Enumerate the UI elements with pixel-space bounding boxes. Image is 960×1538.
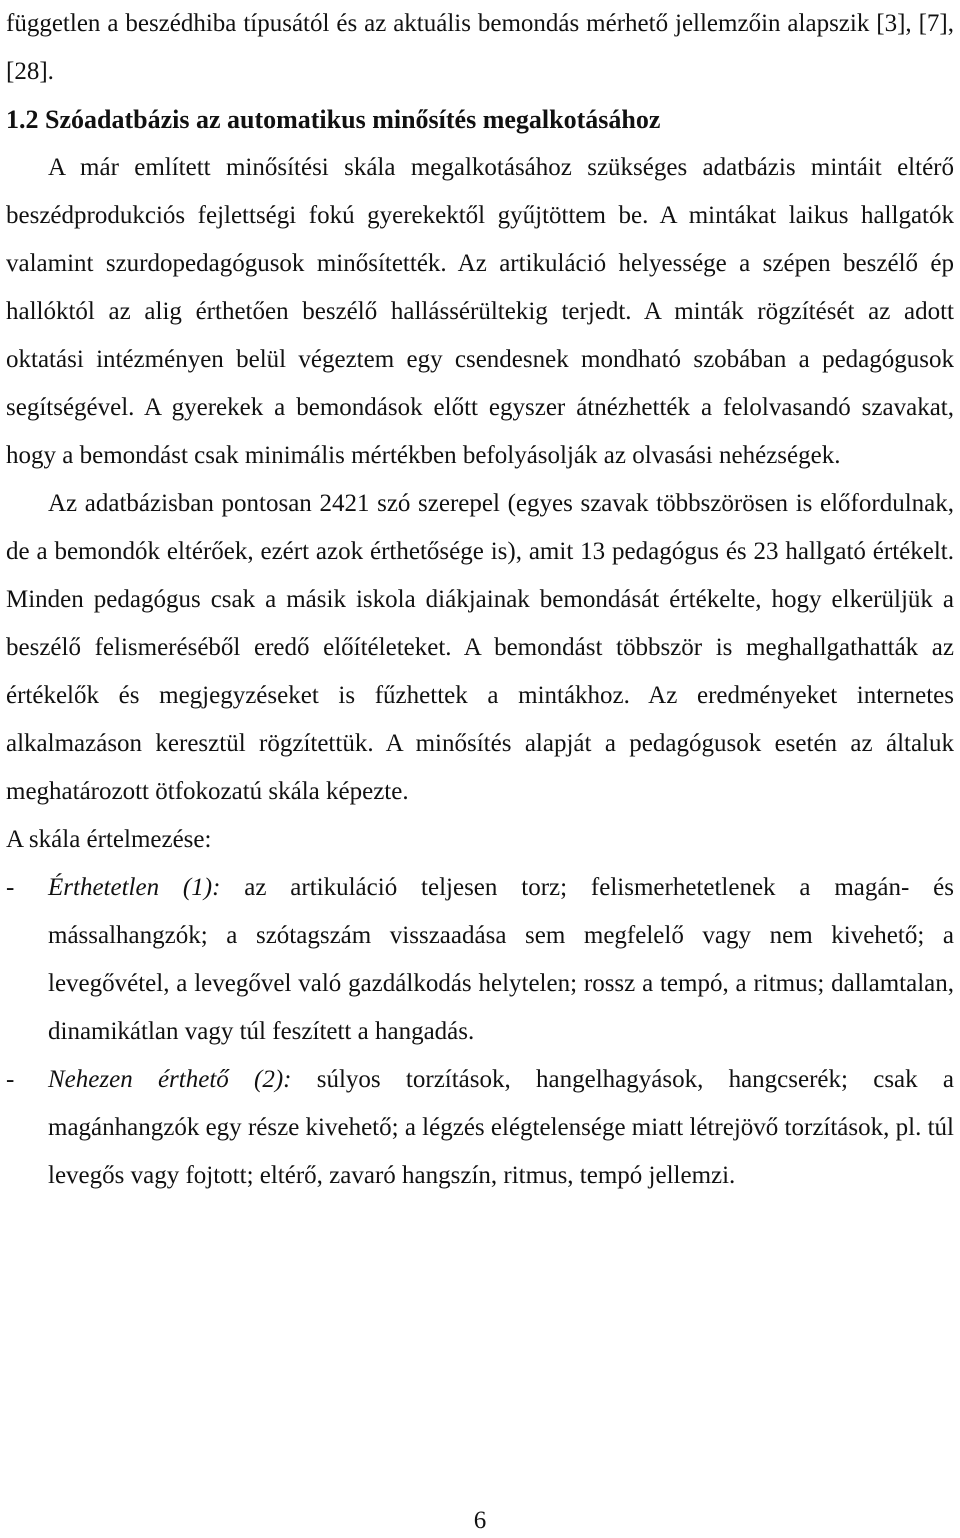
list-dash: - xyxy=(6,1066,15,1093)
scale-description: súlyos torzítások, hangelhagyások, hangcserék; csak a magánhangzók egy része kivehető; a légzés elégtelensége miatt létrejövő torzítások, pl. túl levegős vagy fojtott; eltérő, zavaró hangszín, ritmus, tempó jellemzi. xyxy=(48,1066,954,1189)
section-paragraph-1: A már említett minősítési skála megalkotásához szükséges adatbázis mintáit eltérő beszédprodukciós fejlettségi fokú gyerekektől gyűjtöttem be. A mintákat laikus hallgatók valamint szurdopedagógusok minősítették. Az artikuláció helyessége a szépen beszélő ép hallóktól az alig érthetően beszélő hallássérültekig terjedt. A minták rögzítését az adott oktatási intézményen belül végeztem egy csendesnek mondható szobában a pedagógusok segítségével. A gyerekek a bemondások előtt egyszer átnézhették a felolvasandó szavakat, hogy a bemondást csak minimális mértékben befolyásolják az olvasási nehézségek. xyxy=(6,154,954,469)
page-number: 6 xyxy=(473,1507,487,1534)
scale-description: az artikuláció teljesen torz; felismerhetetlenek a magán- és mássalhangzók; a szótagszám visszaadása sem megfelelő vagy nem kivehető; a levegővétel, a levegővel való gazdálkodás helytelen; rossz a tempó, a ritmus; dallamtalan, dinamikátlan vagy túl feszített a hangadás. xyxy=(48,874,954,1045)
scale-item-2 xyxy=(6,1056,954,1200)
list-dash: - xyxy=(6,874,15,901)
scale-item-body xyxy=(48,864,954,1056)
section-paragraph-2: Az adatbázisban pontosan 2421 szó szerepel (egyes szavak többszörösen is előfordulnak, de a bemondók eltérőek, ezért azok érthetősége is), amit 13 pedagógus és 23 hallgató értékelt. Minden pedagógus csak a másik iskola diákjainak bemondását értékelte, hogy elkerüljük a beszélő felismeréséből eredő előítéleteket. A bemondást többször is meghallgathatták az értékelők és megjegyzéseket is fűzhettek a mintákhoz. Az eredményeket internetes alkalmazáson keresztül rögzítettük. A minősítés alapját a pedagógusok esetén az általuk meghatározott ötfokozatú skála képezte. xyxy=(6,490,954,805)
intro-paragraph-tail: független a beszédhiba típusától és az aktuális bemondás mérhető jellemzőin alapszik [3], [7], [28]. xyxy=(6,10,954,85)
section-heading: 1.2 Szóadatbázis az automatikus minősítés megalkotásához xyxy=(6,105,661,134)
scale-term: Érthetetlen (1): xyxy=(48,874,221,901)
scale-item-1 xyxy=(6,864,954,1056)
document-page xyxy=(6,0,954,1200)
scale-term: Nehezen érthető (2): xyxy=(48,1066,292,1093)
scale-item-body xyxy=(48,1056,954,1200)
scale-intro: A skála értelmezése: xyxy=(6,826,212,853)
